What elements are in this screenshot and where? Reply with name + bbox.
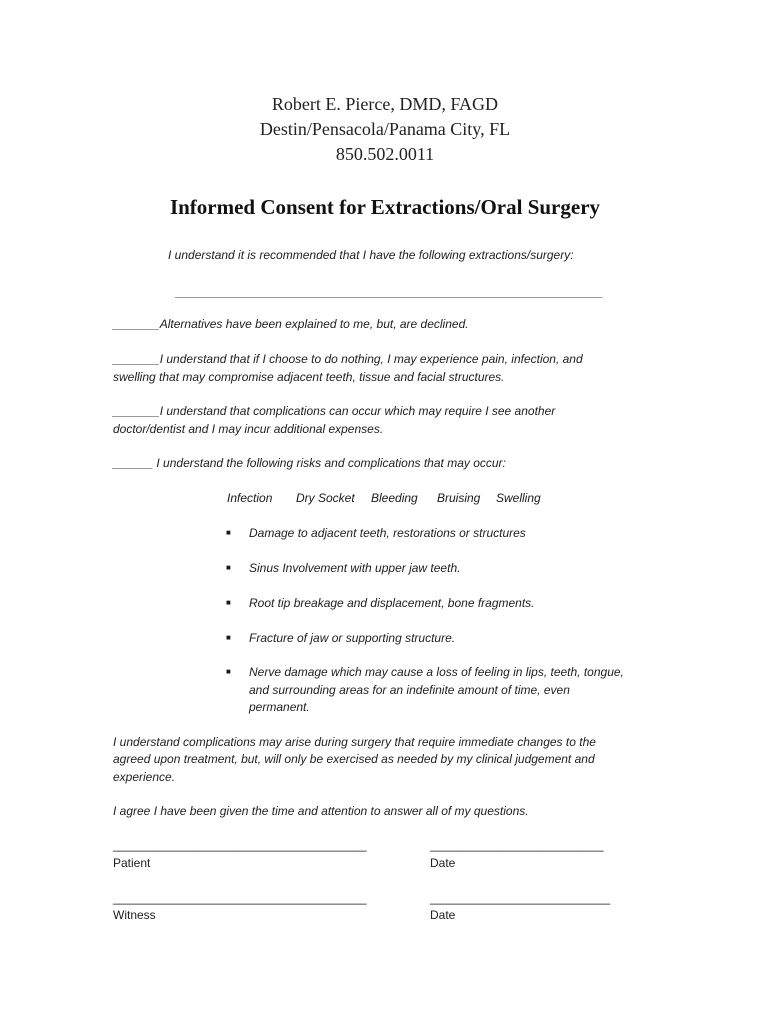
risks-intro-statement: ______ I understand the following risks and complications that may occur:: [113, 456, 506, 470]
alternatives-statement: _______Alternatives have been explained to me, but, are declined.: [113, 317, 469, 331]
procedure-blank-line: ________________________________________________________________: [176, 285, 604, 299]
risk-infection: Infection: [227, 491, 273, 505]
risk-swelling: Swelling: [496, 491, 541, 505]
complications-statement-line2: doctor/dentist and I may incur additional expenses.: [113, 422, 384, 436]
practice-locations: Destin/Pensacola/Panama City, FL: [259, 119, 511, 139]
bullet-marker: ■: [226, 633, 231, 642]
intro-text: I understand it is recommended that I have the following extractions/surgery:: [168, 248, 574, 262]
agreement-statement: I agree I have been given the time and attention to answer all of my questions.: [113, 804, 529, 818]
patient-label: Patient: [113, 856, 151, 870]
witness-date-line[interactable]: ___________________________: [430, 891, 611, 905]
patient-signature-line[interactable]: ______________________________________: [113, 838, 367, 852]
patient-date-label: Date: [430, 856, 456, 870]
paragraph-line-1: I understand complications may arise during surgery that require immediate changes to the: [113, 735, 596, 749]
risk-dry-socket: Dry Socket: [296, 491, 355, 505]
list-item-continuation: permanent.: [249, 700, 310, 714]
bullet-marker: ■: [226, 528, 231, 537]
witness-date-label: Date: [430, 908, 456, 922]
complications-statement-line1: _______I understand that complications can occur which may require I see another: [113, 404, 556, 418]
doctor-name: Robert E. Pierce, DMD, FAGD: [271, 94, 499, 114]
risk-bleeding: Bleeding: [371, 491, 418, 505]
do-nothing-statement-line1: _______I understand that if I choose to do nothing, I may experience pain, infection, and: [113, 352, 583, 366]
witness-signature-line[interactable]: ______________________________________: [113, 891, 367, 905]
bullet-marker: ■: [226, 563, 231, 572]
bullet-marker: ■: [226, 667, 231, 676]
document-title: Informed Consent for Extractions/Oral Surgery: [169, 195, 601, 219]
list-item: Fracture of jaw or supporting structure.: [249, 631, 456, 645]
list-item: Damage to adjacent teeth, restorations or structures: [249, 526, 526, 540]
paragraph-line-2: agreed upon treatment, but, will only be exercised as needed by my clinical judgement and: [113, 752, 595, 766]
risk-bruising: Bruising: [437, 491, 481, 505]
patient-date-line[interactable]: __________________________: [430, 838, 604, 852]
paragraph-line-3: experience.: [113, 770, 176, 784]
bullet-marker: ■: [226, 598, 231, 607]
witness-label: Witness: [113, 908, 156, 922]
list-item-continuation: and surrounding areas for an indefinite amount of time, even: [249, 683, 570, 697]
list-item: Nerve damage which may cause a loss of feeling in lips, teeth, tongue,: [249, 665, 624, 679]
list-item: Root tip breakage and displacement, bone fragments.: [249, 596, 535, 610]
practice-phone: 850.502.0011: [335, 144, 435, 164]
list-item: Sinus Involvement with upper jaw teeth.: [249, 561, 461, 575]
do-nothing-statement-line2: swelling that may compromise adjacent teeth, tissue and facial structures.: [113, 370, 505, 384]
